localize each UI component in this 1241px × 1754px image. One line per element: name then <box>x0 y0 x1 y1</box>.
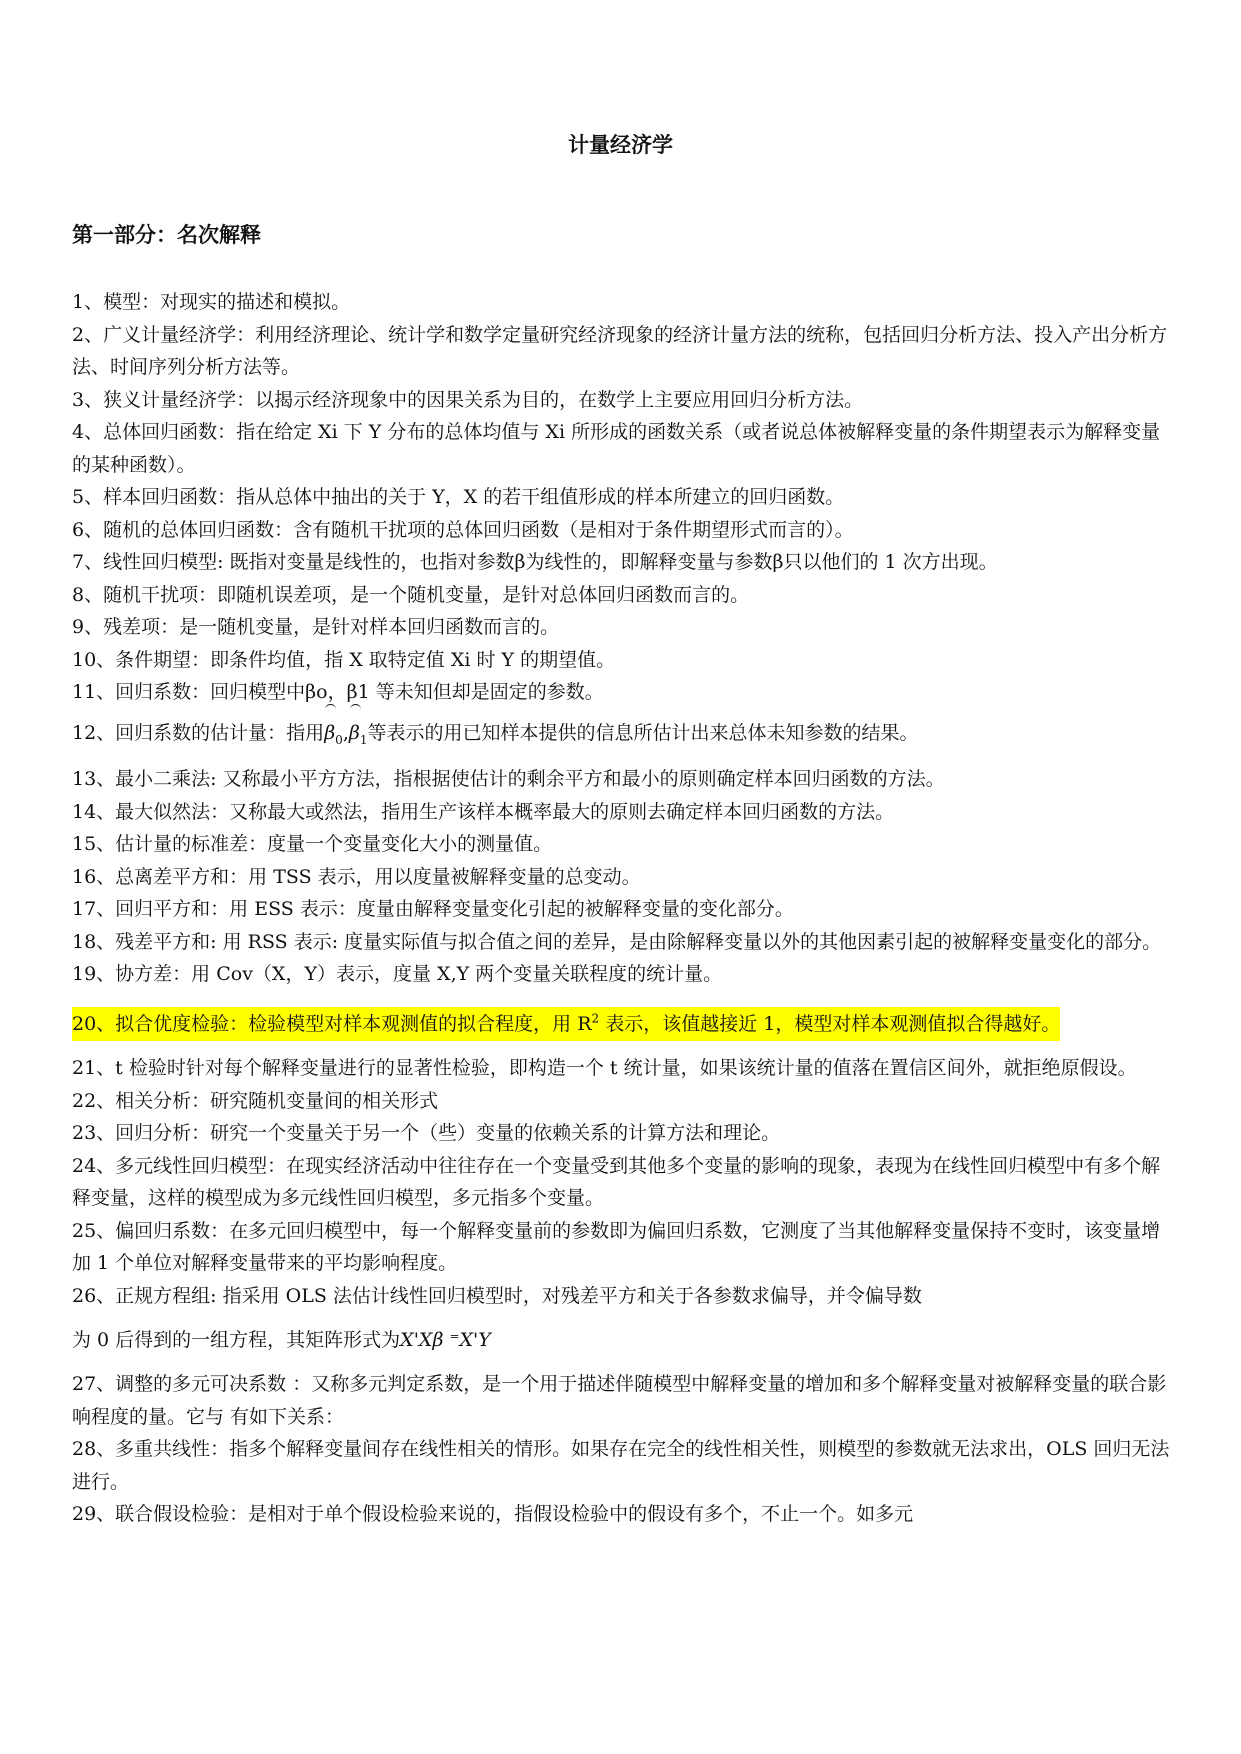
subscript: 0 <box>335 732 343 747</box>
list-item: 19、协方差：用 Cov（X，Y）表示，度量 X,Y 两个变量关联程度的统计量。 <box>72 963 723 986</box>
item-text: 表示，该值越接近 1，模型对样本观测值拟合得越好。 <box>599 1013 1061 1036</box>
list-item: 16、总离差平方和：用 TSS 表示，用以度量被解释变量的总变动。 <box>72 865 641 888</box>
list-item: 9、残差项：是一随机变量，是针对样本回归函数而言的。 <box>72 616 560 638</box>
matrix-formula: X'Xβ ⁼X'Y <box>400 1329 491 1352</box>
list-item: 8、随机干扰项：即随机误差项，是一个随机变量，是针对总体回归函数而言的。 <box>72 583 750 606</box>
list-item: 14、最大似然法：又称最大或然法，指用生产该样本概率最大的原则去确定样本回归函数的方法。 <box>72 800 895 823</box>
list-item-estimator <box>72 709 1172 764</box>
list-item: 21、t 检验时针对每个解释变量进行的显著性检验，即构造一个 t 统计量，如果该统计量的值落在置信区间外，就拒绝原假设。 <box>72 1057 1137 1080</box>
beta-hat-1: β <box>349 709 360 757</box>
item-text: 等表示的用已知样本提供的信息所估计出来总体未知参数的结果。 <box>367 721 919 744</box>
list-item: 3、狭义计量经济学：以揭示经济现象中的因果关系为目的，在数学上主要应用回归分析方法。 <box>72 388 864 411</box>
list-item-highlighted <box>72 991 1172 1052</box>
list-item: 1、模型：对现实的描述和模拟。 <box>72 291 351 313</box>
subscript: 1 <box>359 732 368 747</box>
item-text: 26、正规方程组: 指采用 OLS 法估计线性回归模型时，对残差平方和关于各参数求偏导，并令偏导数 <box>72 1284 922 1307</box>
highlighted-text <box>72 1007 1060 1041</box>
list-item-normal-equations-cont <box>72 1312 1172 1368</box>
list-item: 10、条件期望：即条件均值，指 X 取特定值 Xi 时 Y 的期望值。 <box>72 648 616 671</box>
item-text: 为 0 后得到的一组方程，其矩阵形式为 <box>72 1329 401 1352</box>
list-item: 25、偏回归系数：在多元回归模型中，每一个解释变量前的参数即为偏回归系数，它测度了当其他解释变量保持不变时，该变量增加 1 个单位对解释变量带来的平均影响程度。 <box>72 1219 1161 1275</box>
list-item: 15、估计量的标准差：度量一个变量变化大小的测量值。 <box>72 833 553 856</box>
list-item-normal-equations <box>72 1280 1172 1313</box>
list-item: 6、随机的总体回归函数：含有随机干扰项的总体回归函数（是相对于条件期望形式而言的）。 <box>72 518 854 541</box>
list-item: 13、最小二乘法: 又称最小平方方法，指根据使估计的剩余平方和最小的原则确定样本回归函数的方法。 <box>72 768 945 791</box>
definition-list <box>72 286 1172 1531</box>
list-item: 29、联合假设检验：是相对于单个假设检验来说的，指假设检验中的假设有多个，不止一个。如多元 <box>72 1503 914 1526</box>
beta-hat-0: β <box>324 709 335 757</box>
list-item: 22、相关分析：研究随机变量间的相关形式 <box>72 1089 439 1112</box>
superscript: 2 <box>591 1011 600 1026</box>
list-item: 24、多元线性回归模型：在现实经济活动中往往存在一个变量受到其他多个变量的影响的现象，表现为在线性回归模型中有多个解释变量，这样的模型成为多元线性回归模型，多元指多个变量。 <box>72 1154 1161 1210</box>
list-item: 18、残差平方和: 用 RSS 表示: 度量实际值与拟合值之间的差异，是由除解释变量以外的其他因素引起的被解释变量变化的部分。 <box>72 930 1162 953</box>
section-heading: 第一部分：名次解释 <box>72 223 261 247</box>
list-item: 27、调整的多元可决系数 ：又称多元判定系数，是一个用于描述伴随模型中解释变量的增加和多个解释变量对被解释变量的联合影响程度的量。它与 有如下关系： <box>72 1373 1167 1428</box>
list-item: 17、回归平方和：用 ESS 表示：度量由解释变量变化引起的被解释变量的变化部分。 <box>72 898 794 921</box>
document-title: 计量经济学 <box>568 133 673 157</box>
list-item: 7、线性回归模型: 既指对变量是线性的，也指对参数β为线性的，即解释变量与参数β只以他们的 1 次方出现。 <box>72 551 998 573</box>
list-item: 4、总体回归函数：指在给定 Xi 下 Y 分布的总体均值与 Xi 所形成的函数关系（或者说总体被解释变量的条件期望表示为解释变量的某种函数）。 <box>72 421 1161 476</box>
list-item: 5、样本回归函数：指从总体中抽出的关于 Y，X 的若干组值形成的样本所建立的回归函数。 <box>72 486 845 508</box>
item-text: 20、拟合优度检验：检验模型对样本观测值的拟合程度，用 R <box>72 1013 592 1036</box>
list-item: 28、多重共线性：指多个解释变量间存在线性相关的情形。如果存在完全的线性相关性，则模型的参数就无法求出，OLS 回归无法进行。 <box>72 1438 1170 1493</box>
list-item: 2、广义计量经济学：利用经济理论、统计学和数学定量研究经济现象的经济计量方法的统称，包括回归分析方法、投入产出分析方法、时间序列分析方法等。 <box>72 323 1168 378</box>
list-item: 11、回归系数：回归模型中βo，β1 等未知但却是固定的参数。 <box>72 681 604 703</box>
separator: , <box>342 721 349 744</box>
item-text: 12、回归系数的估计量：指用 <box>72 721 325 744</box>
list-item: 23、回归分析：研究一个变量关于另一个（些）变量的依赖关系的计算方法和理论。 <box>72 1122 781 1145</box>
